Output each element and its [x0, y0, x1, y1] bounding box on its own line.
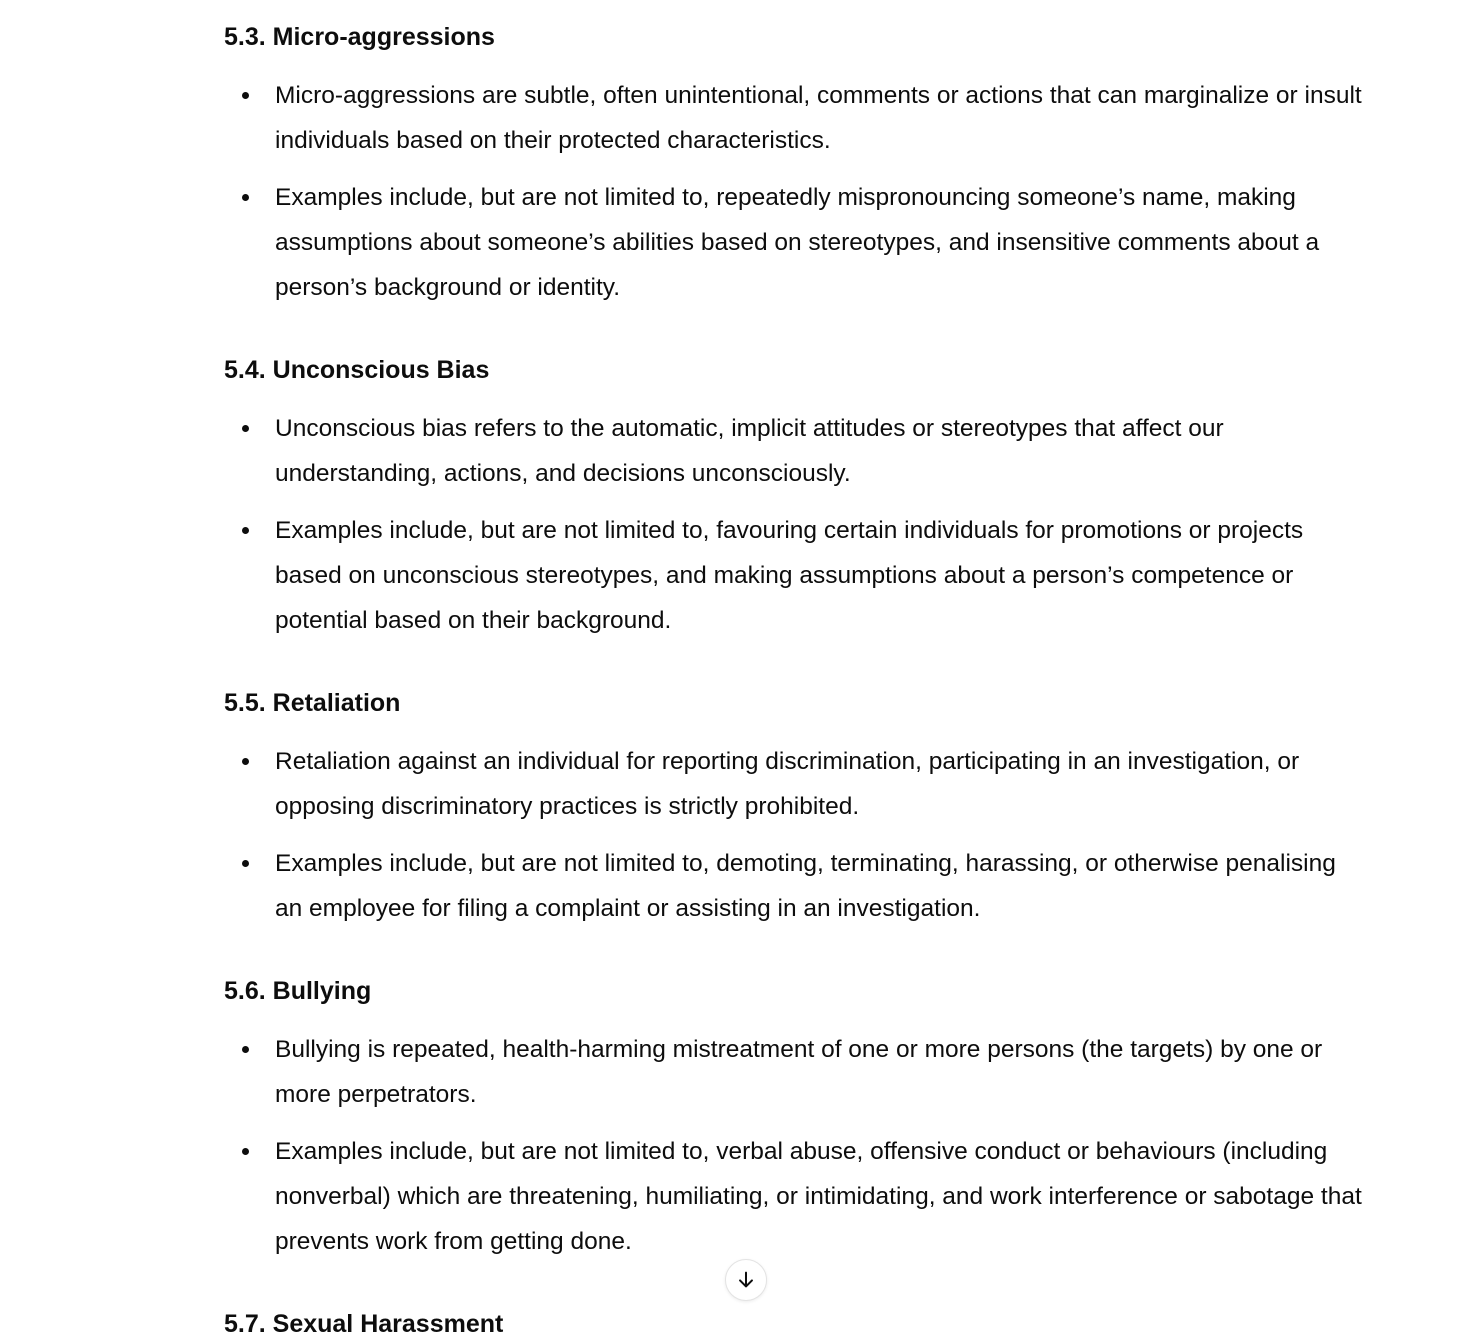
bullet-list	[224, 73, 1364, 310]
list-item: Examples include, but are not limited to, favouring certain individuals for promotions or projects based on unconscious stereotypes, and making assumptions about a person’s competence or potential based on their background.	[224, 508, 1364, 643]
bullet-list	[224, 739, 1364, 931]
bullet-list	[224, 1027, 1364, 1264]
bullet-list	[224, 406, 1364, 643]
list-item: Examples include, but are not limited to, demoting, terminating, harassing, or otherwise penalising an employee for filing a complaint or assisting in an investigation.	[224, 841, 1364, 931]
arrow-down-icon	[735, 1269, 757, 1291]
list-item: Unconscious bias refers to the automatic, implicit attitudes or stereotypes that affect our understanding, actions, and decisions unconsciously.	[224, 406, 1364, 496]
section-heading: 5.3. Micro-aggressions	[224, 23, 495, 51]
list-item: Retaliation against an individual for reporting discrimination, participating in an investigation, or opposing discriminatory practices is strictly prohibited.	[224, 739, 1364, 829]
document-content	[224, 0, 1364, 1340]
section-heading: 5.6. Bullying	[224, 977, 372, 1005]
section-bullying	[224, 975, 1364, 1264]
section-heading: 5.5. Retaliation	[224, 689, 401, 717]
section-micro-aggressions	[224, 21, 1364, 310]
scroll-to-bottom-button[interactable]	[725, 1259, 767, 1301]
section-heading: 5.4. Unconscious Bias	[224, 356, 490, 384]
list-item: Examples include, but are not limited to, repeatedly mispronouncing someone’s name, making assumptions about someone’s abilities based on stereotypes, and insensitive comments about a person’s background or identity.	[224, 175, 1364, 310]
list-item: Bullying is repeated, health-harming mistreatment of one or more persons (the targets) by one or more perpetrators.	[224, 1027, 1364, 1117]
list-item: Examples include, but are not limited to, verbal abuse, offensive conduct or behaviours (including nonverbal) which are threatening, humiliating, or intimidating, and work interference or sabotage that prevents work from getting done.	[224, 1129, 1364, 1264]
section-heading: 5.7. Sexual Harassment	[224, 1310, 504, 1338]
section-retaliation	[224, 687, 1364, 931]
section-unconscious-bias	[224, 354, 1364, 643]
list-item: Micro-aggressions are subtle, often unintentional, comments or actions that can marginalize or insult individuals based on their protected characteristics.	[224, 73, 1364, 163]
section-sexual-harassment	[224, 1308, 1364, 1340]
